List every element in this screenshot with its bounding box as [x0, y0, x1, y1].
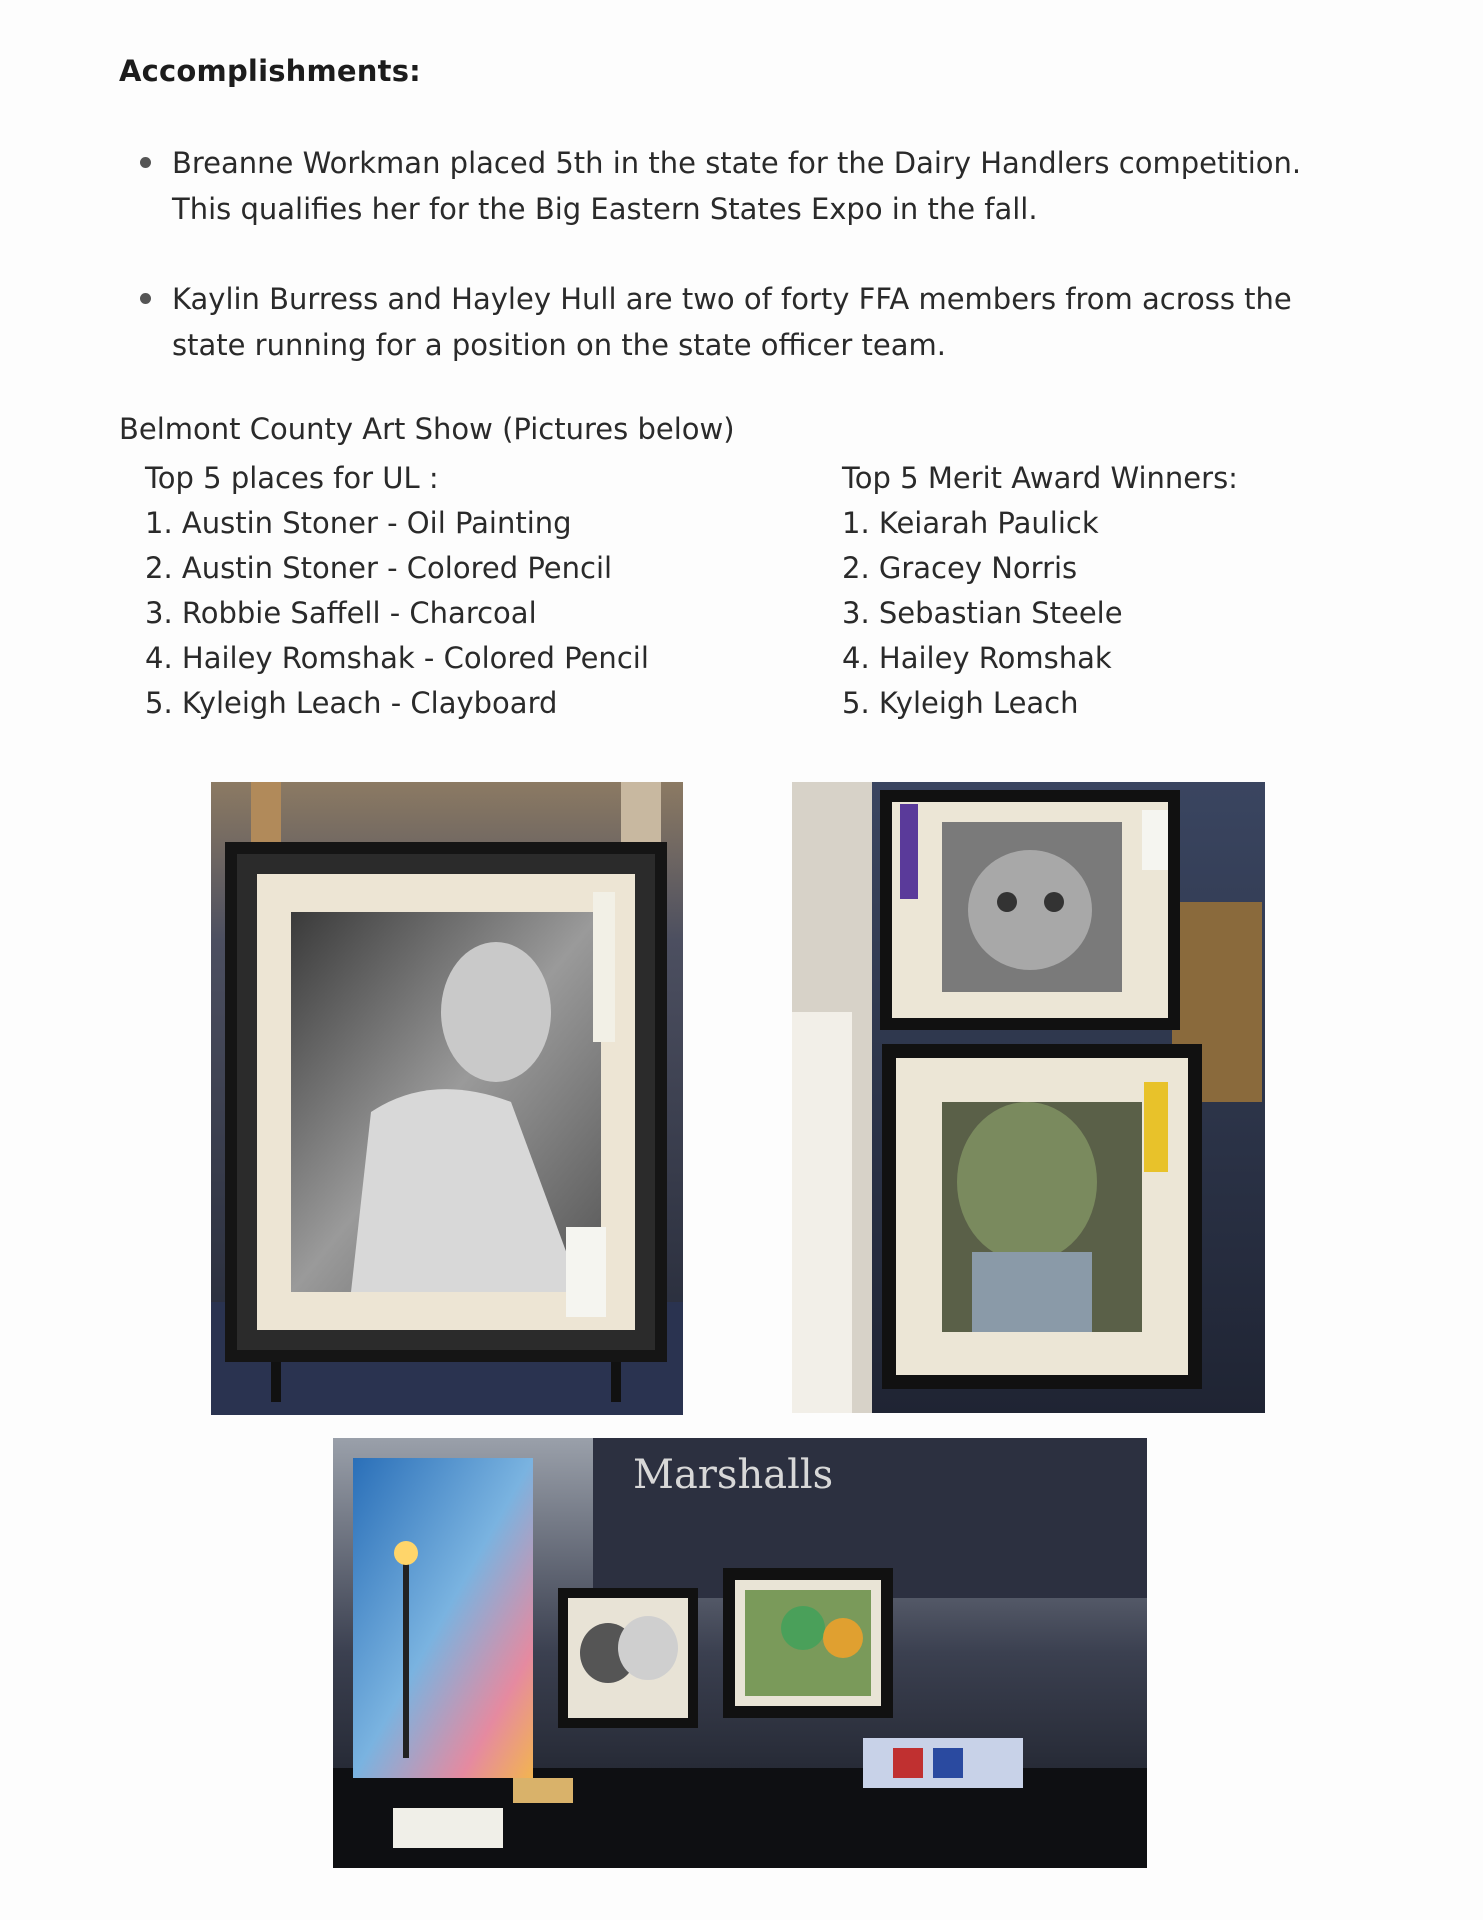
- accomplishments-list: [140, 140, 1340, 368]
- list-item-text: Kaylin Burress and Hayley Hull are two of forty FFA members from across the state running for a position on the state officer team.: [172, 282, 1292, 362]
- merit-winners-heading: Top 5 Merit Award Winners:: [842, 461, 1238, 495]
- list-item-text: Breanne Workman placed 5th in the state for the Dairy Handlers competition. This qualifies her for the Big Eastern States Expo in the fall.: [172, 146, 1302, 226]
- list-item: 5. Kyleigh Leach - Clayboard: [145, 686, 558, 720]
- photo-display-table: [333, 1438, 1147, 1868]
- list-item: 5. Kyleigh Leach: [842, 686, 1079, 720]
- store-sign: Marshalls: [633, 1452, 834, 1498]
- photo-charcoal-portrait: [211, 782, 683, 1415]
- list-item: 3. Robbie Saffell - Charcoal: [145, 596, 537, 630]
- list-item: 3. Sebastian Steele: [842, 596, 1123, 630]
- list-item: 4. Hailey Romshak: [842, 641, 1112, 675]
- bullet-icon: [140, 293, 151, 304]
- ul-top5-heading: Top 5 places for UL :: [145, 461, 439, 495]
- list-item: [140, 140, 1340, 232]
- bullet-icon: [140, 157, 151, 168]
- list-item: 4. Hailey Romshak - Colored Pencil: [145, 641, 649, 675]
- list-item: 2. Austin Stoner - Colored Pencil: [145, 551, 613, 585]
- photo-cat-and-camo-drawings: [792, 782, 1265, 1413]
- list-item: 2. Gracey Norris: [842, 551, 1078, 585]
- list-item: 1. Keiarah Paulick: [842, 506, 1099, 540]
- list-item: [140, 276, 1340, 368]
- section-heading: Accomplishments:: [119, 54, 421, 88]
- ul-top5-list: [145, 456, 649, 726]
- art-show-title: Belmont County Art Show (Pictures below): [119, 412, 735, 446]
- merit-winners-list: [842, 456, 1238, 726]
- list-item: 1. Austin Stoner - Oil Painting: [145, 506, 572, 540]
